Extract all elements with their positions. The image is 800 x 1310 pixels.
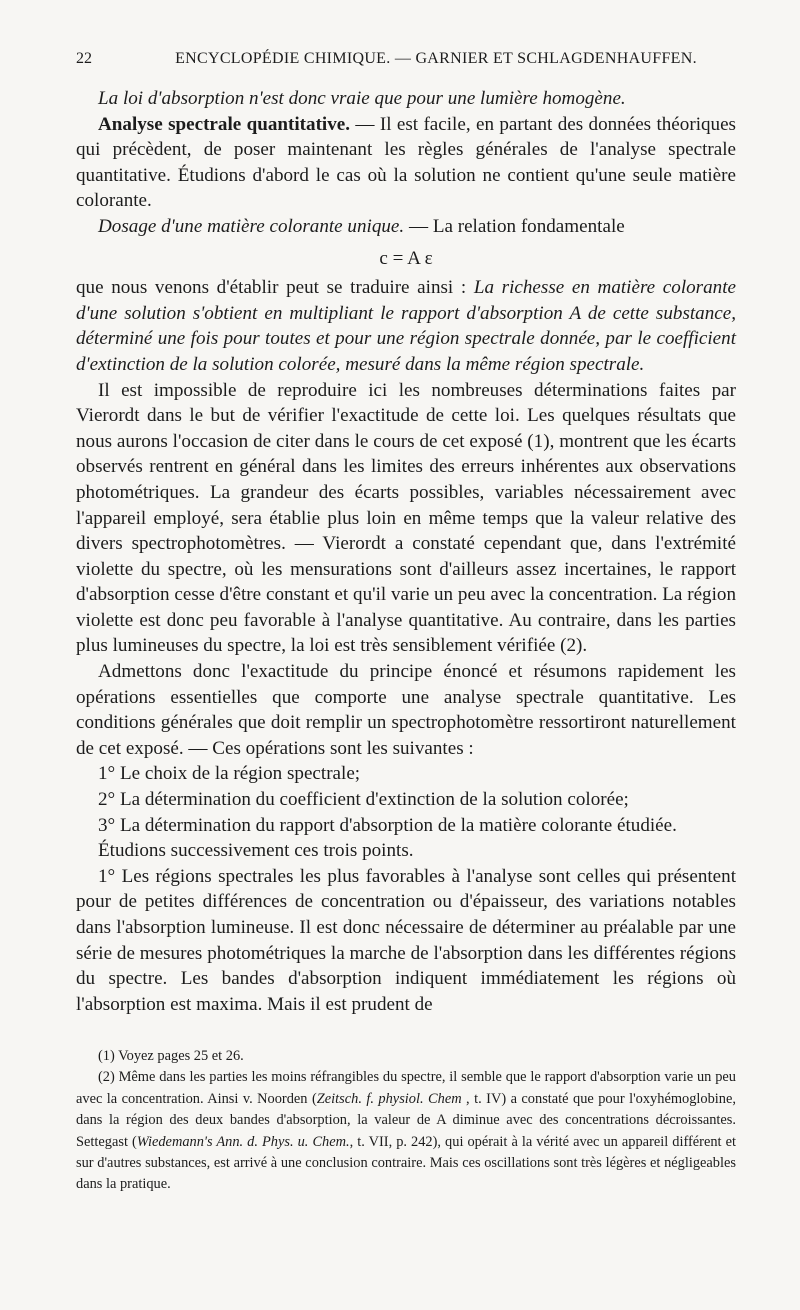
footnotes — [76, 1046, 736, 1196]
paragraph-spectral-regions: 1° Les régions spectrales les plus favorables à l'analyse sont celles qui présentent pour de petites différences de concentration ou d'épaisseur, des variations notables dans l'absorption lumineuse. Il est donc nécessaire de déterminer au préalable par une série de mesures photométriques la marche de l'absorption dans les différentes régions du spectre. Les bandes d'absorption indiquent immédiatement les régions où l'absorption est maxima. Mais il est prudent de — [76, 865, 736, 1015]
running-title: ENCYCLOPÉDIE CHIMIQUE. — GARNIER ET SCHLAGDENHAUFFEN. — [175, 50, 697, 67]
footnote-2 — [76, 1067, 736, 1195]
section-heading-dosage: Dosage d'une matière colorante unique. — [98, 215, 405, 237]
paragraph-three-points: Étudions successivement ces trois points. — [98, 840, 414, 862]
paragraph-vierordt: Il est impossible de reproduire ici les nombreuses déterminations faites par Vierordt dans le but de vérifier l'exactitude de cette loi. Les quelques résultats que nous aurons l'occasion de citer dans le cours de cet exposé (1), montrent que les écarts observés rentrent en général dans les limites des erreurs inhérentes aux observations photométriques. La grandeur des écarts possibles, variables nécessairement avec l'appareil employé, sera établie plus loin en même temps que la valeur relative des divers spectrophotomètres. — Vierordt a constaté cependant que, dans l'extrémité violette du spectre, où les mensurations sont d'ailleurs assez incertaines, le rapport d'absorption cesse d'être constant et qu'il varie un peu avec la concentration. La région violette est donc peu favorable à l'analyse quantitative. Au contraire, dans les parties plus lumineuses du spectre, la loi est très sensiblement vérifiée (2). — [76, 379, 736, 657]
section-heading-spectral-analysis: Analyse spectrale quantitative. — [98, 113, 351, 135]
list-item-2: 2° La détermination du coefficient d'extinction de la solution colorée; — [98, 789, 629, 811]
citation-settegast: Wiedemann's Ann. d. Phys. u. Chem. — [136, 1133, 350, 1150]
main-text — [76, 86, 736, 1017]
formula: c = A ε — [379, 247, 433, 269]
paragraph-text: — Il est facile, en partant des données théoriques qui précèdent, de poser maintenant les règles générales de l'analyse spectrale quantitative. Étudions d'abord le cas où la solution ne contient qu'une seule matière colorante. — [76, 113, 736, 212]
paragraph-text: — La relation fondamentale — [404, 215, 625, 237]
list-item-1: 1° Le choix de la région spectrale; — [98, 763, 361, 785]
paragraph-dosage — [76, 214, 736, 240]
paragraph-text: que nous venons d'établir peut se traduire ainsi : — [76, 277, 474, 299]
page-number: 22 — [76, 50, 92, 67]
paragraph-law-statement — [76, 86, 736, 112]
footnote-text: , t. VII, p. 242), qui opérait à la vérité avec un appareil différent et sur d'autres substances, est arrivé à une conclusion contraire. Mais ces oscillations sont très légères et négligeables dans la pratique. — [76, 1133, 736, 1193]
law-statement-text: La loi d'absorption n'est donc vraie que pour une lumière homogène. — [98, 88, 626, 109]
list-item-3: 3° La détermination du rapport d'absorption de la matière colorante étudiée. — [98, 814, 677, 836]
law-translation-italic: La richesse en matière colorante d'une solution s'obtient en multipliant le rapport d'absorption A de cette substance, déterminé une fois pour toutes et pour une région spectrale donnée, par le coefficient d'extinction de la solution colorée, mesuré dans la même région spectrale. — [76, 277, 736, 375]
running-header — [76, 50, 736, 68]
footnote-text: , t. IV) a constaté que pour l'oxyhémoglobine, dans la région des deux bandes d'absorption, la valeur de A diminue avec des concentrations décroissantes. Settegast ( — [76, 1090, 736, 1150]
citation-noorden: Zeitsch. f. physiol. Chem — [316, 1090, 462, 1107]
footnote-text: (2) Même dans les parties les moins réfrangibles du spectre, il semble que le rapport d'absorption varie un peu avec la concentration. Ainsi v. Noorden ( — [76, 1069, 736, 1107]
paragraph-operations: Admettons donc l'exactitude du principe énoncé et résumons rapidement les opérations essentielles que comporte une analyse spectrale quantitative. Les conditions générales que doit remplir un spectrophotomètre ressortiront naturellement de cet exposé. — Ces opérations sont les suivantes : — [76, 661, 736, 759]
paragraph-spectral-analysis — [76, 112, 736, 214]
footnote-1: (1) Voyez pages 25 et 26. — [98, 1048, 244, 1064]
paragraph-law-translation — [76, 275, 736, 377]
